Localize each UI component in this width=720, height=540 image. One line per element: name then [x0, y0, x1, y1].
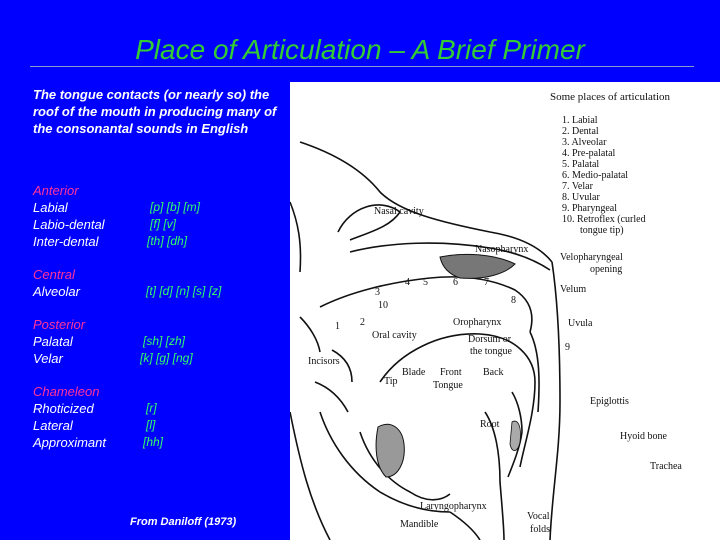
label: the tongue — [470, 346, 512, 357]
label: Tongue — [433, 380, 463, 391]
label: Laryngopharynx — [420, 501, 487, 512]
place-number: 6 — [453, 277, 458, 288]
label: Epiglottis — [590, 396, 629, 407]
label: Vocal — [527, 511, 550, 522]
legend-item: 10. Retroflex (curled — [562, 214, 646, 225]
group-heading: Central — [33, 267, 75, 282]
label: folds — [530, 524, 550, 535]
place-number: 5 — [423, 277, 428, 288]
examples-lateral: [l] — [146, 418, 156, 432]
place-label: Labio-dental — [33, 217, 105, 232]
examples-approximant: [hh] — [143, 435, 164, 449]
place-label: Labial — [33, 200, 68, 215]
label: Nasopharynx — [475, 244, 529, 255]
legend-item: 1. Labial — [562, 115, 598, 126]
legend-heading: Some places of articulation — [550, 91, 671, 103]
title-divider — [30, 66, 694, 67]
label: Mandible — [400, 519, 439, 530]
label: Incisors — [308, 356, 340, 367]
label: Oral cavity — [372, 330, 417, 341]
label: Tip — [384, 376, 398, 387]
label: opening — [590, 264, 623, 275]
examples-palatal: [sh] [zh] — [143, 334, 186, 348]
legend-item: tongue tip) — [580, 225, 624, 236]
places-legend — [562, 115, 646, 236]
place-label: Rhoticized — [33, 401, 94, 416]
place-number: 2 — [360, 317, 365, 328]
label: Oropharynx — [453, 317, 502, 328]
label: Root — [480, 419, 500, 430]
intro-text: The tongue contacts (or nearly so) the roof of the mouth in producing many of the consonantal sounds in English — [33, 87, 277, 136]
legend-item: 8. Uvular — [562, 192, 600, 203]
label: Velum — [560, 284, 587, 295]
label: Dorsum or — [468, 334, 512, 345]
legend-item: 3. Alveolar — [562, 137, 607, 148]
legend-item: 4. Pre-palatal — [562, 148, 616, 159]
label: Front — [440, 367, 462, 378]
examples-interdental: [th] [dh] — [147, 234, 188, 248]
examples-rhoticized: [r] — [146, 401, 157, 415]
legend-item: 7. Velar — [562, 181, 593, 192]
epiglottis-shading — [510, 421, 521, 451]
place-label: Alveolar — [33, 284, 80, 299]
examples-velar: [k] [g] [ng] — [140, 351, 193, 365]
anatomy-labels — [308, 206, 682, 535]
label: Back — [483, 367, 504, 378]
examples-alveolar: [t] [d] [n] [s] [z] — [146, 284, 222, 298]
vocal-tract-diagram — [290, 82, 720, 540]
slide-title: Place of Articulation – A Brief Primer — [135, 34, 585, 65]
place-label: Inter-dental — [33, 234, 99, 249]
label: Velopharyngeal — [560, 252, 623, 263]
group-heading: Chameleon — [33, 384, 100, 399]
group-heading: Anterior — [33, 183, 79, 198]
place-label: Lateral — [33, 418, 73, 433]
place-label: Approximant — [33, 435, 106, 450]
group-posterior — [33, 316, 85, 367]
place-number: 10 — [378, 300, 388, 311]
group-central — [33, 266, 80, 300]
label: Uvula — [568, 318, 593, 329]
legend-item: 6. Medio-palatal — [562, 170, 629, 181]
legend-item: 2. Dental — [562, 126, 599, 137]
place-label: Palatal — [33, 334, 73, 349]
place-label: Velar — [33, 351, 63, 366]
place-number: 9 — [565, 342, 570, 353]
legend-item: 9. Pharyngeal — [562, 203, 617, 214]
anatomy-outline — [290, 142, 560, 540]
group-anterior — [33, 182, 105, 250]
examples-labial: [p] [b] [m] — [150, 200, 201, 214]
place-number: 4 — [405, 277, 410, 288]
velum-shading — [440, 254, 515, 278]
examples-labiodental: [f] [v] — [150, 217, 177, 231]
label: Nasal cavity — [374, 206, 424, 217]
place-number: 7 — [484, 277, 489, 288]
place-number: 8 — [511, 295, 516, 306]
place-number: 1 — [335, 321, 340, 332]
group-heading: Posterior — [33, 317, 86, 332]
label: Hyoid bone — [620, 431, 667, 442]
legend-item: 5. Palatal — [562, 159, 600, 170]
figure-credit: From Daniloff (1973) — [130, 516, 237, 528]
label: Trachea — [650, 461, 682, 472]
place-number: 3 — [375, 287, 380, 298]
label: Blade — [402, 367, 426, 378]
hyoid-shading — [376, 424, 404, 477]
group-chameleon — [33, 383, 106, 451]
